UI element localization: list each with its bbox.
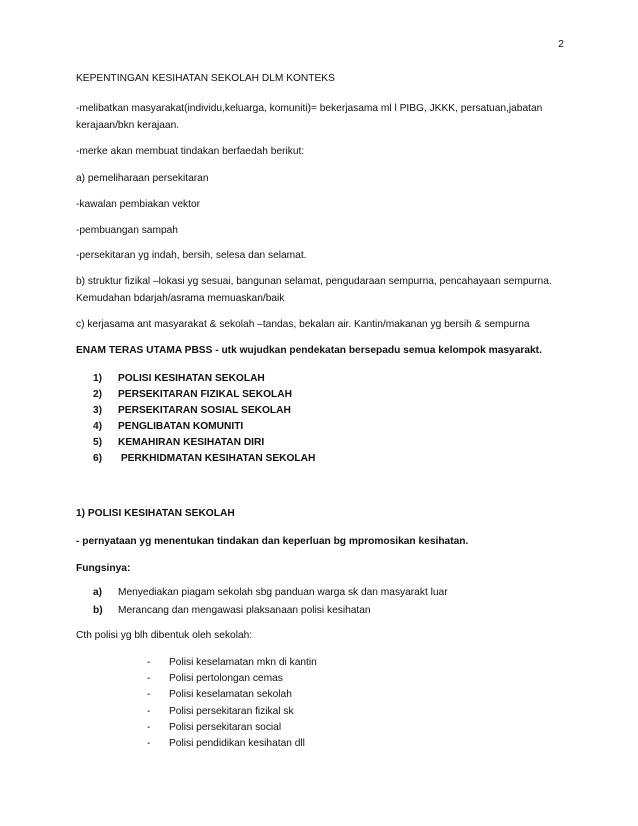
document-heading: KEPENTINGAN KESIHATAN SEKOLAH DLM KONTEKS <box>76 73 335 84</box>
paragraph-involvement: -melibatkan masyarakat(individu,keluarga, komuniti)= bekerjasama ml l PIBG, JKKK, persatuan,jabatan kerajaan/bkn kerajaan. <box>76 103 543 131</box>
list-item <box>93 387 315 403</box>
dash-marker: - <box>147 705 151 717</box>
list-item <box>93 435 315 451</box>
list-number: 4) <box>93 421 103 432</box>
paragraph-actions-intro: -merke akan membuat tindakan berfaedah berikut: <box>76 146 305 157</box>
list-number: 6) <box>93 453 103 464</box>
list-text: PERSEKITARAN SOSIAL SEKOLAH <box>118 405 291 416</box>
list-item <box>93 451 315 467</box>
list-number: 5) <box>93 437 103 448</box>
fungsi-list <box>93 585 448 619</box>
list-number: b) <box>93 605 103 616</box>
list-item <box>93 603 448 619</box>
list-number: 1) <box>93 373 103 384</box>
paragraph-vector-control: -kawalan pembiakan vektor <box>76 199 201 210</box>
list-item <box>147 704 317 720</box>
dash-marker: - <box>147 657 151 668</box>
cth-label: Cth polisi yg blh dibentuk oleh sekolah: <box>76 630 253 641</box>
paragraph-physical-structure: b) struktur fizikal –lokasi yg sesuai, bangunan selamat, pengudaraan sempurna, pencahayaan sempurna. Kemudahan bdarjah/asrama memuaskan/baik <box>76 276 552 304</box>
paragraph-community-cooperation: c) kerjasama ant masyarakat & sekolah –tandas, bekalan air. Kantin/makanan yg bersih & sempurna <box>76 319 530 330</box>
section-title: 1) POLISI KESIHATAN SEKOLAH <box>76 508 235 519</box>
dash-marker: - <box>147 721 151 733</box>
list-text: Polisi keselamatan mkn di kantin <box>169 657 317 668</box>
teras-list <box>93 371 315 467</box>
list-text: PERKHIDMATAN KESIHATAN SEKOLAH <box>118 453 316 464</box>
dash-marker: - <box>147 673 151 685</box>
list-number: 2) <box>93 389 103 400</box>
list-text: PERSEKITARAN FIZIKAL SEKOLAH <box>118 389 292 400</box>
list-item <box>147 687 317 703</box>
cth-list <box>147 655 317 752</box>
teras-heading: ENAM TERAS UTAMA PBSS - utk wujudkan pendekatan bersepadu semua kelompok masyarakt. <box>76 345 542 356</box>
list-item <box>147 671 317 687</box>
list-text: POLISI KESIHATAN SEKOLAH <box>118 373 265 384</box>
list-text: Polisi pertolongan cemas <box>169 673 283 685</box>
list-text: KEMAHIRAN KESIHATAN DIRI <box>118 437 265 448</box>
dash-marker: - <box>147 737 151 749</box>
page-number: 2 <box>558 38 564 50</box>
list-item <box>93 585 448 601</box>
paragraph-clean-environment: -persekitaran yg indah, bersih, selesa dan selamat. <box>76 250 307 261</box>
list-item <box>147 655 317 671</box>
list-text: Merancang dan mengawasi plaksanaan polisi kesihatan <box>118 605 371 616</box>
section-definition: - pernyataan yg menentukan tindakan dan keperluan bg mpromosikan kesihatan. <box>76 536 469 547</box>
list-text: Polisi pendidikan kesihatan dll <box>169 737 305 749</box>
list-text: PENGLIBATAN KOMUNITI <box>118 421 244 432</box>
list-text: Polisi persekitaran social <box>169 721 282 733</box>
fungsi-label: Fungsinya: <box>76 563 131 574</box>
list-text: Menyediakan piagam sekolah sbg panduan warga sk dan masyarakt luar <box>118 587 448 598</box>
list-item <box>147 720 317 736</box>
list-item <box>93 419 315 435</box>
list-number: 3) <box>93 405 103 416</box>
list-item <box>147 736 317 752</box>
dash-marker: - <box>147 689 151 701</box>
list-number: a) <box>93 587 103 598</box>
list-item <box>93 371 315 387</box>
list-text: Polisi keselamatan sekolah <box>169 689 292 701</box>
paragraph-waste-disposal: -pembuangan sampah <box>76 225 178 236</box>
paragraph-environment: a) pemeliharaan persekitaran <box>76 173 209 184</box>
list-item <box>93 403 315 419</box>
list-text: Polisi persekitaran fizikal sk <box>169 705 294 717</box>
